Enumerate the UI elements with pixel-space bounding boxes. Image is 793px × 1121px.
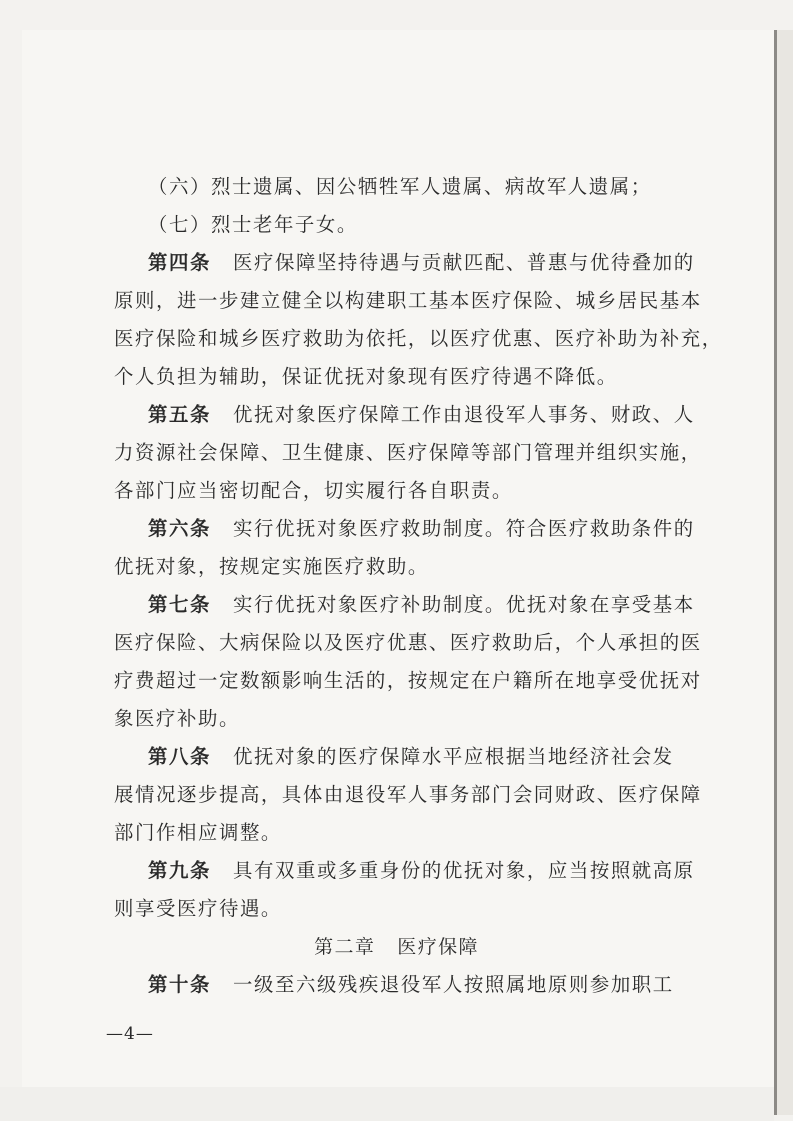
paragraph-line: 部门作相应调整。 <box>114 821 282 844</box>
article-text: 实行优抚对象医疗救助制度。符合医疗救助条件的 <box>232 517 695 540</box>
paragraph-line: 个人负担为辅助，保证优抚对象现有医疗待遇不降低。 <box>114 365 618 388</box>
page-bottom-margin <box>0 1087 774 1121</box>
chapter-number: 第二章 <box>314 936 376 958</box>
article-heading: 第八条 <box>148 745 211 768</box>
article-6-first-line <box>148 516 695 542</box>
paragraph-line: 各部门应当密切配合，切实履行各自职责。 <box>114 479 513 502</box>
article-9-first-line <box>148 858 695 884</box>
article-text: 医疗保障坚持待遇与贡献匹配、普惠与优待叠加的 <box>232 251 695 274</box>
paragraph-line: 力资源社会保障、卫生健康、医疗保障等部门管理并组织实施， <box>114 441 702 464</box>
paragraph-line: 医疗保险和城乡医疗救助为依托，以医疗优惠、医疗补助为补充， <box>114 327 723 350</box>
article-text: 具有双重或多重身份的优抚对象，应当按照就高原 <box>232 859 695 882</box>
paragraph-line: 疗费超过一定数额影响生活的，按规定在户籍所在地享受优抚对 <box>114 669 702 692</box>
chapter-title: 医疗保障 <box>397 936 479 958</box>
chapter-heading <box>0 934 793 960</box>
article-10-first-line <box>148 972 674 998</box>
paragraph-line: 优抚对象，按规定实施医疗救助。 <box>114 555 429 578</box>
article-text: 优抚对象的医疗保障水平应根据当地经济社会发 <box>232 745 674 768</box>
article-text: 一级至六级残疾退役军人按照属地原则参加职工 <box>232 973 674 996</box>
article-heading: 第六条 <box>148 517 211 540</box>
paragraph-line: 则享受医疗待遇。 <box>114 897 282 920</box>
article-heading: 第七条 <box>148 593 211 616</box>
paragraph-line: 象医疗补助。 <box>114 707 240 730</box>
article-heading: 第五条 <box>148 403 211 426</box>
article-4-first-line <box>148 250 695 276</box>
page-number: —4— <box>106 1024 154 1044</box>
paragraph-line: （七）烈士老年子女。 <box>148 213 358 236</box>
paragraph-line: 医疗保险、大病保险以及医疗优惠、医疗救助后，个人承担的医 <box>114 631 702 654</box>
paragraph-line: 原则，进一步建立健全以构建职工基本医疗保险、城乡居民基本 <box>114 289 702 312</box>
article-heading: 第九条 <box>148 859 211 882</box>
article-8-first-line <box>148 744 674 770</box>
article-text: 实行优抚对象医疗补助制度。优抚对象在享受基本 <box>232 593 695 616</box>
article-7-first-line <box>148 592 695 618</box>
paragraph-line: （六）烈士遗属、因公牺牲军人遗属、病故军人遗属； <box>148 175 652 198</box>
article-heading: 第十条 <box>148 973 211 996</box>
article-text: 优抚对象医疗保障工作由退役军人事务、财政、人 <box>232 403 695 426</box>
paragraph-line: 展情况逐步提高，具体由退役军人事务部门会同财政、医疗保障 <box>114 783 702 806</box>
article-5-first-line <box>148 402 695 428</box>
article-heading: 第四条 <box>148 251 211 274</box>
